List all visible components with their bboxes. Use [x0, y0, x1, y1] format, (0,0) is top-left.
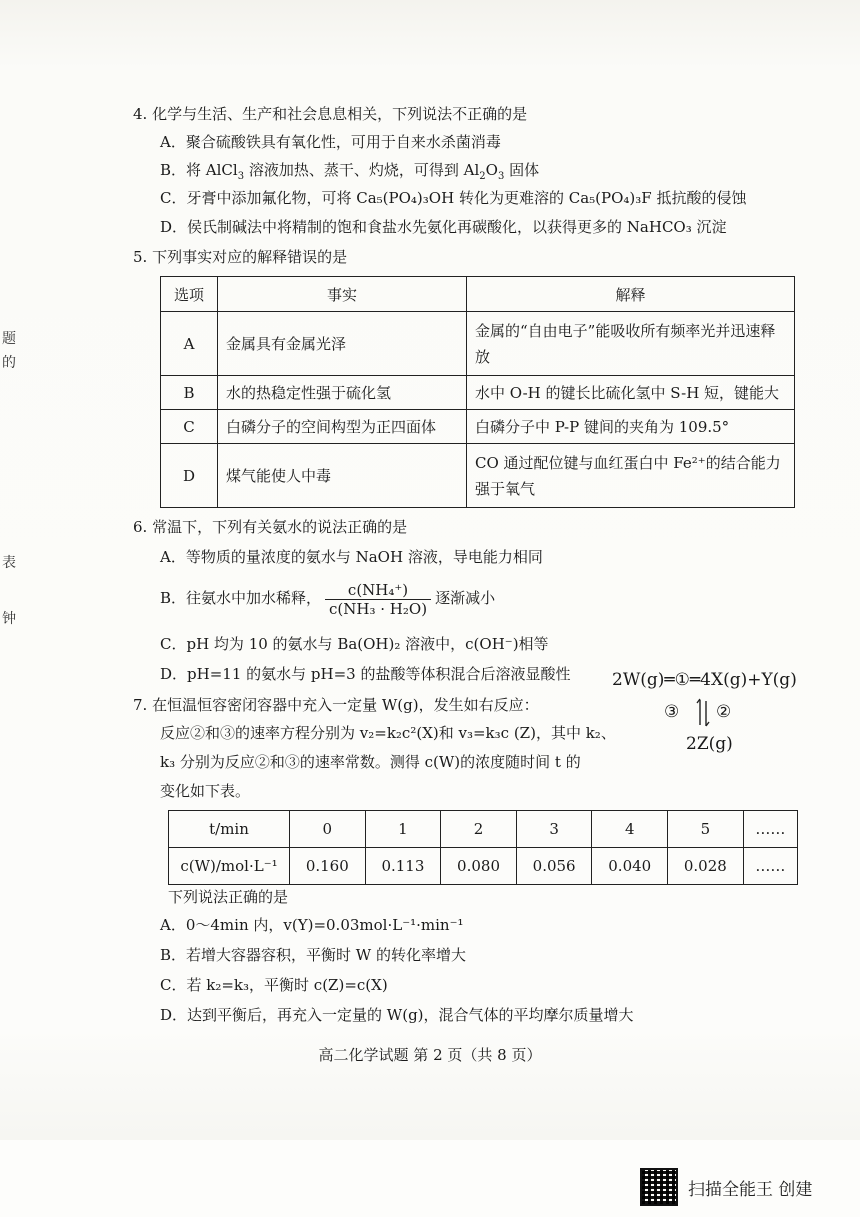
scanner-watermark	[640, 1168, 812, 1206]
q6-option-d: D．pH=11 的氨水与 pH=3 的盐酸等体积混合后溶液显酸性	[160, 665, 571, 683]
header-cell: 解释	[467, 277, 795, 312]
option-cell: B	[161, 376, 218, 410]
table-row	[161, 410, 795, 444]
table-cell: ……	[743, 848, 797, 885]
fact-cell: 水的热稳定性强于硫化氢	[218, 376, 467, 410]
table-cell: 1	[365, 811, 441, 848]
q7-text: 反应②和③的速率方程分别为 v₂=k₂c²(X)和 v₃=k₃c (Z)，其中 k₂、	[160, 724, 616, 742]
reaction-label-2: ②	[716, 702, 732, 722]
table-cell: t/min	[169, 811, 290, 848]
q6-option-c: C．pH 均为 10 的氨水与 Ba(OH)₂ 溶液中，c(OH⁻)相等	[160, 635, 549, 653]
table-cell: 0.040	[592, 848, 668, 885]
fact-cell: 金属具有金属光泽	[218, 312, 467, 376]
header-cell: 事实	[218, 277, 467, 312]
table-cell: 4	[592, 811, 668, 848]
q7-text: 变化如下表。	[160, 782, 251, 800]
q4-option-d: D．侯氏制碱法中将精制的饱和食盐水先氨化再碳酸化，以获得更多的 NaHCO₃ 沉淀	[160, 218, 727, 236]
option-cell: A	[161, 312, 218, 376]
table-cell: 0.056	[516, 848, 592, 885]
option-cell: C	[161, 410, 218, 444]
q4-option-b: B．将 AlCl$_3$ 溶液加热、蒸干、灼烧，可得到 $Al_2O_3$ 固体	[160, 161, 540, 182]
table-cell: 3	[516, 811, 592, 848]
margin-char: 题	[2, 331, 16, 347]
table-cell: 0	[290, 811, 366, 848]
q6-option-a: A．等物质的量浓度的氨水与 NaOH 溶液，导电能力相同	[160, 548, 543, 566]
explanation-cell: CO 通过配位键与血红蛋白中 Fe²⁺的结合能力强于氧气	[467, 444, 795, 508]
q7-stem: 7. 在恒温恒容密闭容器中充入一定量 W(g)，发生如右反应：	[133, 696, 539, 714]
table-cell: 2	[441, 811, 517, 848]
table-row	[169, 848, 798, 885]
q4-option-a: A．聚合硫酸铁具有氧化性，可用于自来水杀菌消毒	[160, 133, 501, 151]
scanner-brand-text: 扫描全能王 创建	[688, 1179, 813, 1200]
q7-prompt: 下列说法正确的是	[168, 888, 289, 906]
q4-option-c: C．牙膏中添加氟化物，可将 Ca₅(PO₄)₃OH 转化为更难溶的 Ca₅(PO₄)₃F 抵抗酸的侵蚀	[160, 189, 747, 207]
equilibrium-arrow-icon	[696, 698, 710, 728]
explanation-cell: 水中 O-H 的键长比硫化氢中 S-H 短，键能大	[467, 376, 795, 410]
option-cell: D	[161, 444, 218, 508]
table-cell: c(W)/mol·L⁻¹	[169, 848, 290, 885]
page-footer: 高二化学试题 第 2 页（共 8 页）	[318, 1046, 542, 1064]
fact-cell: 煤气能使人中毒	[218, 444, 467, 508]
explanation-cell: 白磷分子中 P-P 键间的夹角为 109.5°	[467, 410, 795, 444]
reaction-product: 2Z(g)	[686, 734, 733, 754]
q6-stem: 6. 常温下，下列有关氨水的说法正确的是	[133, 518, 408, 536]
table-cell: ……	[743, 811, 797, 848]
table-cell: 0.113	[365, 848, 441, 885]
explanation-cell: 金属的“自由电子”能吸收所有频率光并迅速释放	[467, 312, 795, 376]
qr-code-icon	[640, 1168, 678, 1206]
table-row	[161, 444, 795, 508]
header-cell: 选项	[161, 277, 218, 312]
q7-table	[168, 810, 798, 885]
margin-char: 钟	[2, 611, 16, 627]
table-header-row	[161, 277, 795, 312]
ratio-fraction: $\frac{\text{c(NH₄⁺)}}{\text{c(NH₃ · H₂O)}}$	[325, 581, 431, 618]
table-cell: 5	[668, 811, 744, 848]
margin-char: 表	[2, 555, 16, 571]
q5-stem: 5. 下列事实对应的解释错误的是	[133, 248, 348, 266]
reaction-label-3: ③	[664, 702, 680, 722]
q4-stem: 4. 化学与生活、生产和社会息息相关，下列说法不正确的是	[133, 105, 528, 123]
table-cell: 0.160	[290, 848, 366, 885]
q7-option-b: B．若增大容器容积，平衡时 W 的转化率增大	[160, 946, 466, 964]
table-cell: 0.028	[668, 848, 744, 885]
q7-option-d: D．达到平衡后，再充入一定量的 W(g)，混合气体的平均摩尔质量增大	[160, 1006, 634, 1024]
q7-option-c: C．若 k₂=k₃，平衡时 c(Z)=c(X)	[160, 976, 388, 994]
table-row	[161, 312, 795, 376]
table-row	[161, 376, 795, 410]
reaction-equation: 2W(g)═①═4X(g)+Y(g)	[612, 670, 797, 690]
q7-option-a: A．0～4min 内，v(Y)=0.03mol·L⁻¹·min⁻¹	[160, 916, 464, 934]
q5-table	[160, 276, 795, 508]
margin-char: 的	[2, 355, 16, 371]
fact-cell: 白磷分子的空间构型为正四面体	[218, 410, 467, 444]
table-cell: 0.080	[441, 848, 517, 885]
q6-option-b: B．往氨水中加水稀释， $\frac{\text{c(NH₄⁺)}}{\text{c(NH₃ · H₂O)}}$ 逐渐减小	[160, 580, 496, 618]
table-row	[169, 811, 798, 848]
q7-text: k₃ 分别为反应②和③的速率常数。测得 c(W)的浓度随时间 t 的	[160, 753, 581, 771]
